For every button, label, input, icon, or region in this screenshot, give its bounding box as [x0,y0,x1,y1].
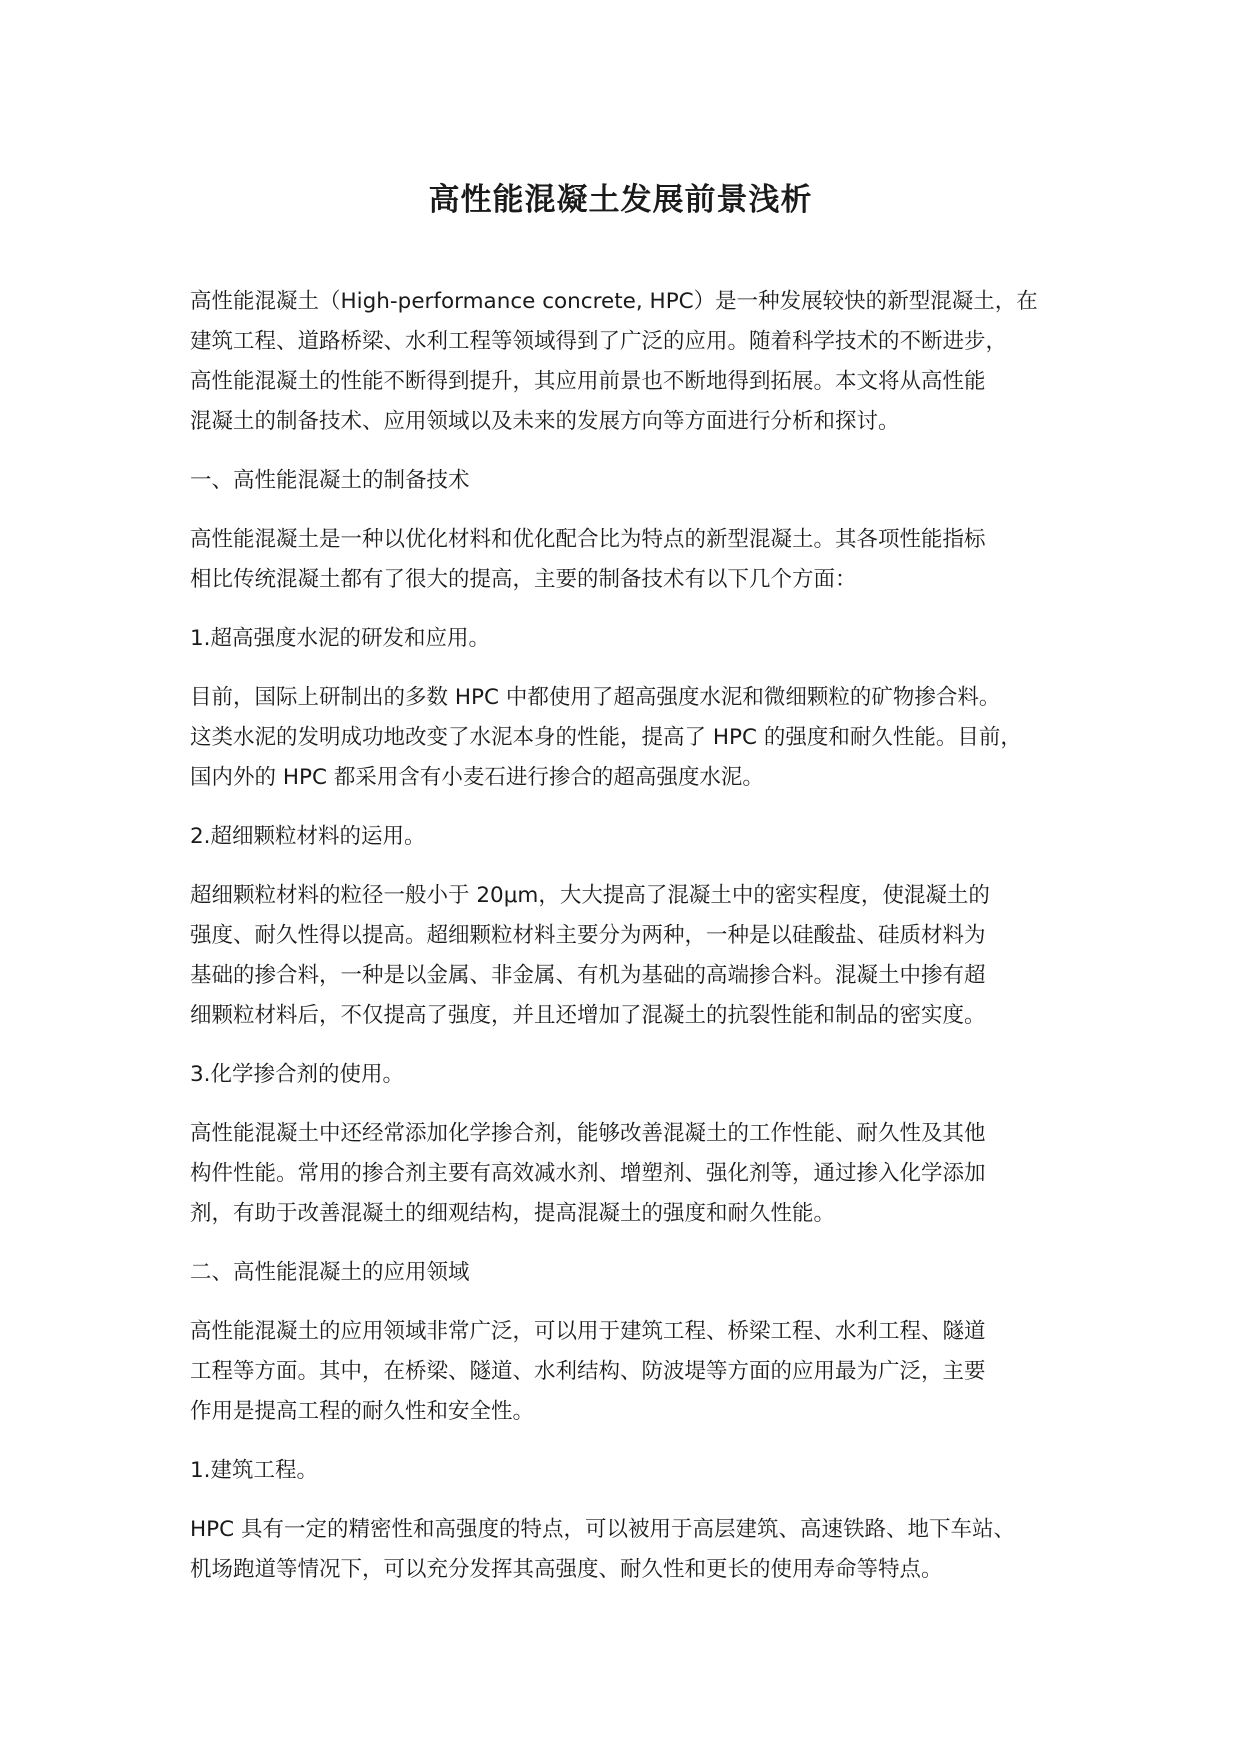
text-line: 3.化学掺合剂的使用。 [190,1062,405,1087]
text-line: 2.超细颗粒材料的运用。 [190,824,426,849]
text-line: 二、高性能混凝土的应用领域 [190,1260,470,1285]
text-line: 这类水泥的发明成功地改变了水泥本身的性能，提高了 HPC 的强度和耐久性能。目前， [190,725,1022,750]
body-paragraph [190,1114,1070,1234]
section-heading [190,461,1070,501]
text-line: 高性能混凝土的性能不断得到提升，其应用前景也不断地得到拓展。本文将从高性能 [190,369,986,394]
text-line: 1.超高强度水泥的研发和应用。 [190,626,491,651]
text-line: 高性能混凝土的应用领域非常广泛，可以用于建筑工程、桥梁工程、水利工程、隧道 [190,1319,986,1344]
section-heading [190,1451,1070,1491]
section-heading [190,619,1070,659]
section-heading [190,1253,1070,1293]
text-line: 构件性能。常用的掺合剂主要有高效减水剂、增塑剂、强化剂等，通过掺入化学添加 [190,1161,986,1186]
text-line: 工程等方面。其中，在桥梁、隧道、水利结构、防波堤等方面的应用最为广泛，主要 [190,1359,986,1384]
text-line: 1.建筑工程。 [190,1458,319,1483]
body-paragraph [190,282,1070,442]
text-line: 细颗粒材料后，不仅提高了强度，并且还增加了混凝土的抗裂性能和制品的密实度。 [190,1003,986,1028]
section-heading [190,1055,1070,1095]
document-title: 高性能混凝土发展前景浅析 [428,182,813,218]
text-line: 高性能混凝土（High-performance concrete, HPC）是一种发展较快的新型混凝土，在 [190,289,1038,314]
body-paragraph [190,876,1070,1036]
text-line: 国内外的 HPC 都采用含有小麦石进行掺合的超高强度水泥。 [190,765,764,790]
text-line: 高性能混凝土中还经常添加化学掺合剂，能够改善混凝土的工作性能、耐久性及其他 [190,1121,986,1146]
text-line: 作用是提高工程的耐久性和安全性。 [190,1399,535,1424]
text-line: 超细颗粒材料的粒径一般小于 20μm，大大提高了混凝土中的密实程度，使混凝土的 [190,883,990,908]
body-paragraph [190,520,1070,600]
text-line: 相比传统混凝土都有了很大的提高，主要的制备技术有以下几个方面： [190,567,857,592]
section-heading [190,817,1070,857]
text-line: 强度、耐久性得以提高。超细颗粒材料主要分为两种，一种是以硅酸盐、硅质材料为 [190,923,986,948]
text-line: 目前，国际上研制出的多数 HPC 中都使用了超高强度水泥和微细颗粒的矿物掺合料。 [190,685,1001,710]
text-line: 高性能混凝土是一种以优化材料和优化配合比为特点的新型混凝土。其各项性能指标 [190,527,986,552]
text-line: 混凝土的制备技术、应用领域以及未来的发展方向等方面进行分析和探讨。 [190,409,900,434]
body-paragraph [190,1510,1070,1590]
document-body [190,282,1070,1609]
text-line: HPC 具有一定的精密性和高强度的特点，可以被用于高层建筑、高速铁路、地下车站、 [190,1517,1015,1542]
text-line: 一、高性能混凝土的制备技术 [190,468,470,493]
text-line: 基础的掺合料，一种是以金属、非金属、有机为基础的高端掺合料。混凝土中掺有超 [190,963,986,988]
body-paragraph [190,1312,1070,1432]
body-paragraph [190,678,1070,798]
text-line: 建筑工程、道路桥梁、水利工程等领域得到了广泛的应用。随着科学技术的不断进步， [190,329,1008,354]
text-line: 剂，有助于改善混凝土的细观结构，提高混凝土的强度和耐久性能。 [190,1201,836,1226]
text-line: 机场跑道等情况下，可以充分发挥其高强度、耐久性和更长的使用寿命等特点。 [190,1557,943,1582]
